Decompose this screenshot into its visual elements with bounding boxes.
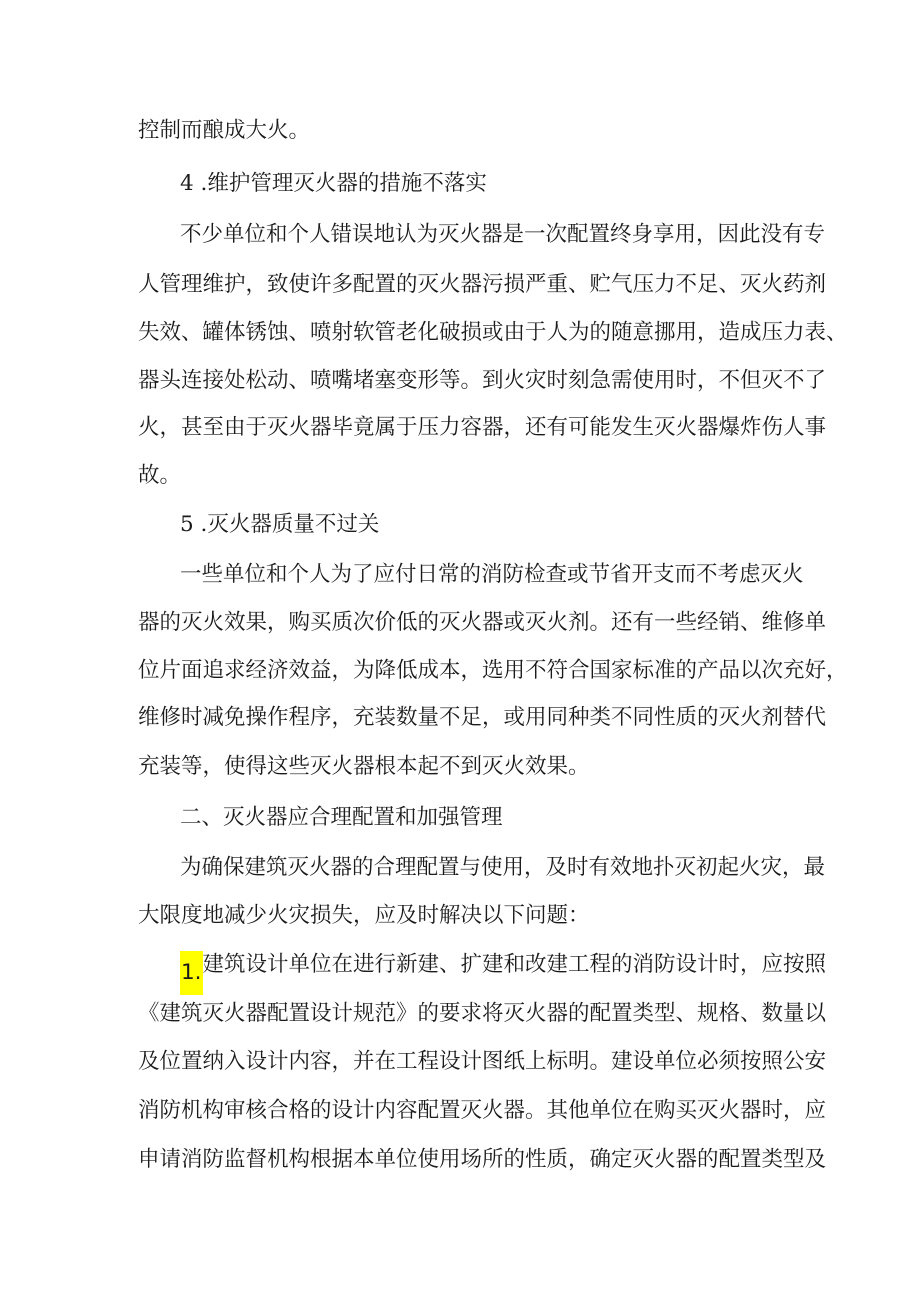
highlighted-list-number: 1. <box>180 951 203 995</box>
paragraph-line: 不少单位和个人错误地认为灭火器是一次配置终身享用，因此没有专 <box>180 222 826 247</box>
paragraph-line: 位片面追求经济效益，为降低成本，选用不符合国家标准的产品以次充好， <box>138 658 848 683</box>
paragraph-line: 及位置纳入设计内容，并在工程设计图纸上标明。建设单位必须按照公安 <box>138 1049 827 1074</box>
paragraph-line: 维修时减免操作程序，充装数量不足，或用同种类不同性质的灭火剂替代 <box>138 705 827 730</box>
section-heading-5: 5 .灭火器质量不过关 <box>180 512 380 537</box>
paragraph-line: 为确保建筑灭火器的合理配置与使用，及时有效地扑灭初起火灾，最 <box>180 855 826 880</box>
paragraph-line: 失效、罐体锈蚀、喷射软管老化破损或由于人为的随意挪用，造成压力表、 <box>138 320 848 345</box>
paragraph-line: 故。 <box>138 463 182 488</box>
paragraph-line: 器头连接处松动、喷嘴堵塞变形等。到火灾时刻急需使用时，不但灭不了 <box>138 368 827 393</box>
paragraph-line: 人管理维护，致使许多配置的灭火器污损严重、贮气压力不足、灭火药剂 <box>138 272 827 297</box>
paragraph-line: 控制而酿成大火。 <box>138 118 311 143</box>
paragraph-line: 火，甚至由于灭火器毕竟属于压力容器，还有可能发生灭火器爆炸伤人事 <box>138 415 827 440</box>
paragraph-line: 充装等，使得这些灭火器根本起不到灭火效果。 <box>138 754 590 779</box>
paragraph-line: 《建筑灭火器配置设计规范》的要求将灭火器的配置类型、规格、数量以 <box>138 1001 827 1026</box>
section-heading-4: 4 .维护管理灭火器的措施不落实 <box>180 171 487 196</box>
paragraph-line: 器的灭火效果，购买质次价低的灭火器或灭火剂。还有一些经销、维修单 <box>138 610 827 635</box>
paragraph-line: 申请消防监督机构根据本单位使用场所的性质，确定灭火器的配置类型及 <box>138 1147 827 1172</box>
section-heading-2: 二、灭火器应合理配置和加强管理 <box>180 805 503 830</box>
numbered-paragraph-line <box>180 950 827 985</box>
paragraph-line: 消防机构审核合格的设计内容配置灭火器。其他单位在购买灭火器时，应 <box>138 1098 827 1123</box>
paragraph-text: 建筑设计单位在进行新建、扩建和改建工程的消防设计时，应按照 <box>202 952 827 977</box>
paragraph-line: 一些单位和个人为了应付日常的消防检查或节省开支而不考虑灭火 <box>180 562 804 587</box>
paragraph-line: 大限度地减少火灾损失，应及时解决以下问题： <box>138 903 590 928</box>
